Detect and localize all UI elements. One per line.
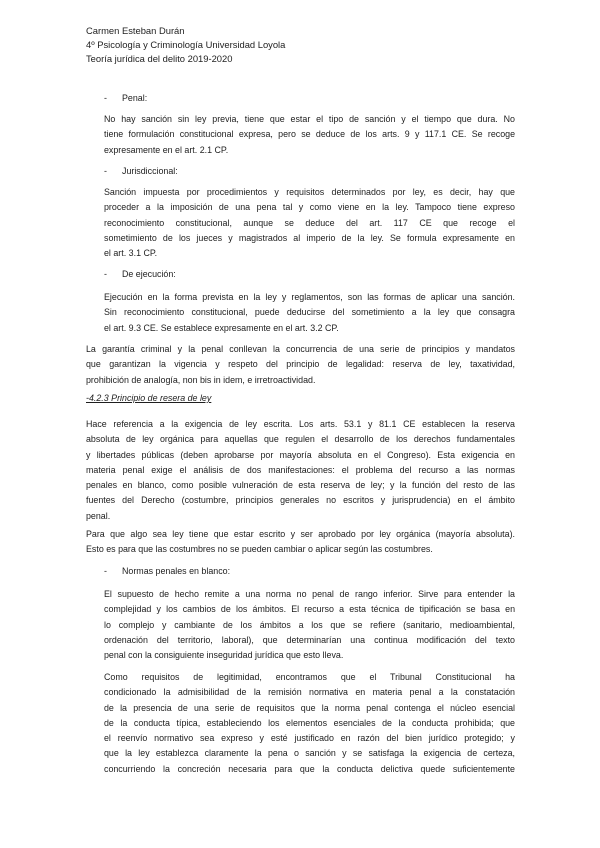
text-line: reconocimiento constitucional, aunque se deduce del art. 117 CE que recoge el — [104, 217, 515, 228]
bullet-ejecucion — [104, 268, 176, 281]
text-line: fuentes del Derecho (costumbre, principios generales no escritos y jurisprudencia) en el ámbito — [86, 495, 515, 506]
course-name: 4º Psicología y Criminología Universidad Loyola — [86, 39, 286, 50]
subject-title: Teoría jurídica del delito 2019-2020 — [86, 53, 233, 64]
text-line: penales en blanco, como posible vulneración de esta reserva de ley; y la función del resto de las — [86, 480, 515, 491]
bullet-penal — [104, 92, 147, 105]
document-header — [86, 24, 285, 66]
text-line: y libertades públicas (deben aprobarse por mayoría absoluta en el Congreso). Esta exigencia en — [86, 449, 515, 460]
bullet-normas-blanco — [104, 565, 230, 578]
text-line: prohibición de analogía, non bis in idem, e irretroactividad. — [86, 374, 316, 385]
text-line: Como requisitos de legitimidad, encontramos que el Tribunal Constitucional ha — [104, 672, 515, 682]
section-heading: -4.2.3 Principio de resera de ley — [86, 393, 212, 403]
bullet-label: Normas penales en blanco: — [122, 566, 231, 576]
bullet-label: De ejecución: — [122, 269, 176, 279]
text-line: La garantía criminal y la penal conllevan la concurrencia de una serie de principios y mandatos — [86, 344, 515, 354]
paragraph-penal — [104, 112, 515, 158]
text-line: El supuesto de hecho remite a una norma no penal de rango inferior. Sirve para entender la — [104, 589, 515, 599]
bullet-dash: - — [104, 566, 107, 576]
text-line: que garantizan la vigencia y respeto del principio de legalidad: reserva de ley, taxatividad, — [86, 359, 515, 370]
text-line: penal. — [86, 510, 111, 521]
text-line: el art. 3.1 CP. — [104, 248, 158, 259]
text-line: complejidad y los cambios de los ámbitos. El recurso a esta técnica de tipificación se basa en — [104, 604, 515, 615]
text-line: absoluta de ley orgánica para aquellas que regulen el desarrollo de los derechos fundamentales — [86, 434, 515, 445]
bullet-label: Jurisdiccional: — [122, 166, 178, 176]
text-line: proceder a la imposición de una pena tal y como viene en la ley. Tampoco tiene expreso — [104, 202, 515, 213]
paragraph-ejecucion — [104, 290, 515, 336]
text-line: concurriendo la concreción necesaria para que la conducta delictiva quede suficientemente — [104, 763, 515, 774]
text-line: el reenvío normativo sea expreso y esté justificado en razón del bien jurídico protegido; y — [104, 733, 515, 744]
paragraph-normas-1 — [104, 587, 515, 663]
text-line: Hace referencia a la exigencia de ley escrita. Los arts. 53.1 y 81.1 CE establecen la reserva — [86, 419, 515, 429]
text-line: ordenación del territorio, laboral), que determinarían una continua modificación del texto — [104, 634, 515, 645]
text-line: lo complejo y cambiante de los ámbitos a los que se refiere (sanitario, medioambiental, — [104, 619, 515, 630]
text-line: el art. 9.3 CE. Se establece expresamente en el art. 3.2 CP. — [104, 322, 339, 333]
text-line: Sanción impuesta por procedimientos y requisitos determinados por ley, es decir, hay que — [104, 187, 515, 197]
text-line: sometimiento de los jueces y magistrados al imperio de la ley. Se formula expresamente en — [104, 232, 515, 243]
author-name: Carmen Esteban Durán — [86, 25, 185, 36]
text-line: Esto es para que las costumbres no se pueden cambiar o aplicar según las costumbres. — [86, 544, 433, 555]
paragraph-normas-2 — [104, 670, 515, 777]
paragraph-reserva-1 — [86, 417, 515, 524]
text-line: Para que algo sea ley tiene que estar escrito y ser aprobado por ley orgánica (mayoría absoluta). — [86, 529, 515, 539]
bullet-dash: - — [104, 166, 107, 176]
text-line: expresamente en el art. 2.1 CP. — [104, 144, 229, 155]
paragraph-garantia — [86, 342, 515, 388]
bullet-jurisdiccional — [104, 165, 178, 178]
paragraph-reserva-2 — [86, 527, 515, 558]
text-line: Sin reconocimiento constitucional, puede deducirse del sometimiento a la ley que consagra — [104, 307, 515, 318]
text-line: condicionado la admisibilidad de la remisión normativa en materia penal a la constatación — [104, 687, 515, 698]
text-line: de la conducta típica, estableciendo los elementos esenciales de la conducta prohibida; que — [104, 717, 515, 728]
text-line: Ejecución en la forma prevista en la ley y reglamentos, son las formas de aplicar una sanción. — [104, 292, 515, 302]
bullet-dash: - — [104, 269, 107, 279]
text-line: que la ley establezca claramente la pena o sanción y se satisfaga la exigencia de certeza, — [104, 748, 515, 759]
text-line: de la presencia de una serie de requisitos que la norma penal contenga el núcleo esencial — [104, 702, 515, 713]
bullet-dash: - — [104, 93, 107, 103]
text-line: materia penal exige el análisis de dos manifestaciones: el problema del recurso a las normas — [86, 464, 515, 475]
text-line: tiene formulación constitucional expresa, pero se deduce de los arts. 9 y 117.1 CE. Se recoge — [104, 129, 515, 140]
text-line: penal con la consiguiente inseguridad jurídica que esto lleva. — [104, 650, 344, 661]
bullet-label: Penal: — [122, 93, 148, 103]
paragraph-jurisdiccional — [104, 185, 515, 261]
text-line: No hay sanción sin ley previa, tiene que estar el tipo de sanción y el tiempo que dura. No — [104, 114, 515, 124]
